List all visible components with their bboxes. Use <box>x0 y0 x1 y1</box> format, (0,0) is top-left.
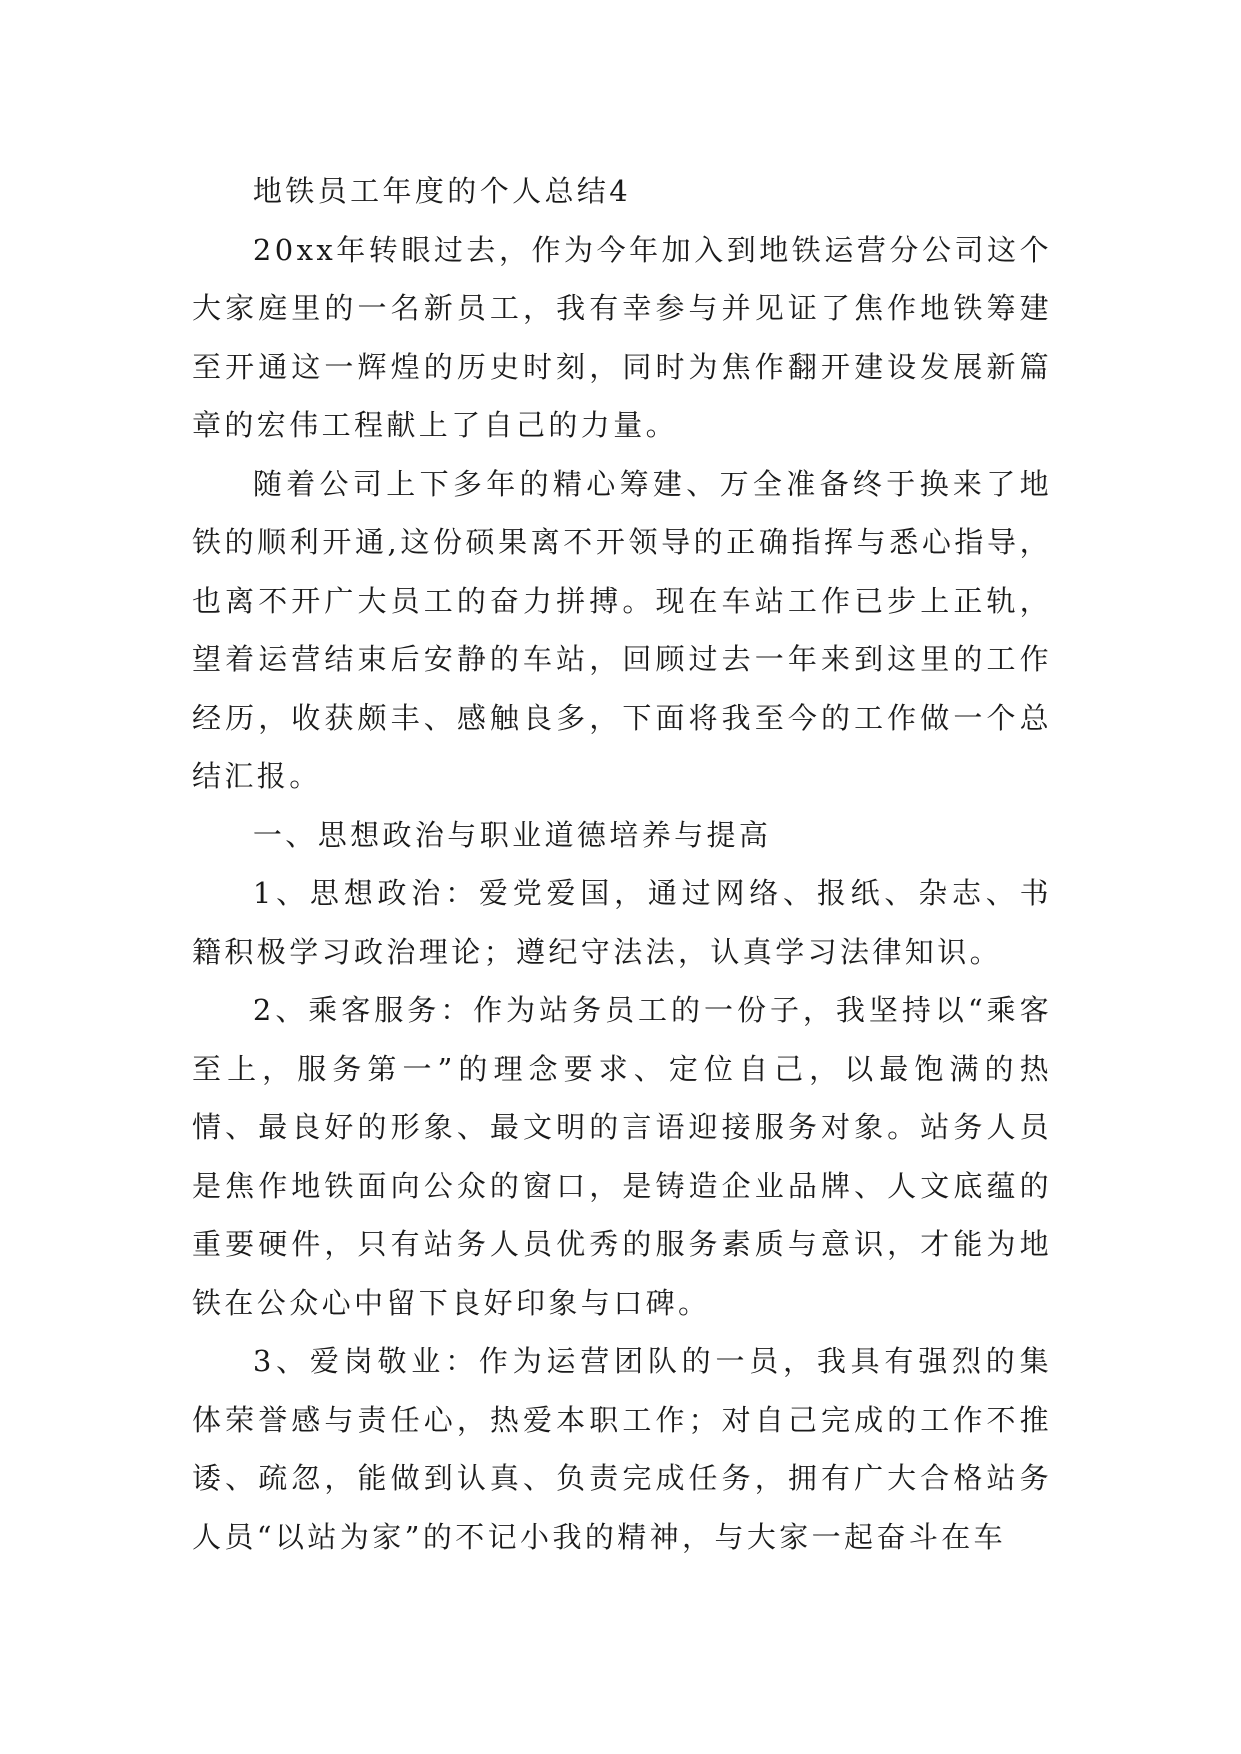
item-job-dedication: 3、爱岗敬业：作为运营团队的一员，我具有强烈的集体荣誉感与责任心，热爱本职工作；对自己完成的工作不推诿、疏忽，能做到认真、负责完成任务，拥有广大合格站务人员“以站为家”的不记小我的精神，与大家一起奋斗在车 <box>192 1344 1052 1554</box>
section-heading: 一、思想政治与职业道德培养与提高 <box>252 817 772 852</box>
intro-paragraph: 20xx年转眼过去，作为今年加入到地铁运营分公司这个大家庭里的一名新员工，我有幸参与并见证了焦作地铁筹建至开通这一辉煌的历史时刻，同时为焦作翻开建设发展新篇章的宏伟工程献上了自己的力量。 <box>192 232 1052 442</box>
item-political-thought: 1、思想政治：爱党爱国，通过网络、报纸、杂志、书籍积极学习政治理论；遵纪守法法，认真学习法律知识。 <box>192 876 1052 969</box>
document-title: 地铁员工年度的个人总结4 <box>252 174 632 208</box>
document-body <box>192 162 1052 1566</box>
opening-paragraph: 随着公司上下多年的精心筹建、万全准备终于换来了地铁的顺利开通,这份硕果离不开领导的正确指挥与悉心指导，也离不开广大员工的奋力拼搏。现在车站工作已步上正轨，望着运营结束后安静的车站，回顾过去一年来到这里的工作经历，收获颇丰、感触良多，下面将我至今的工作做一个总结汇报。 <box>192 466 1052 793</box>
item-passenger-service: 2、乘客服务：作为站务员工的一份子，我坚持以“乘客至上，服务第一”的理念要求、定位自己，以最饱满的热情、最良好的形象、最文明的言语迎接服务对象。站务人员是焦作地铁面向公众的窗口，是铸造企业品牌、人文底蕴的重要硬件，只有站务人员优秀的服务素质与意识，才能为地铁在公众心中留下良好印象与口碑。 <box>192 993 1052 1320</box>
